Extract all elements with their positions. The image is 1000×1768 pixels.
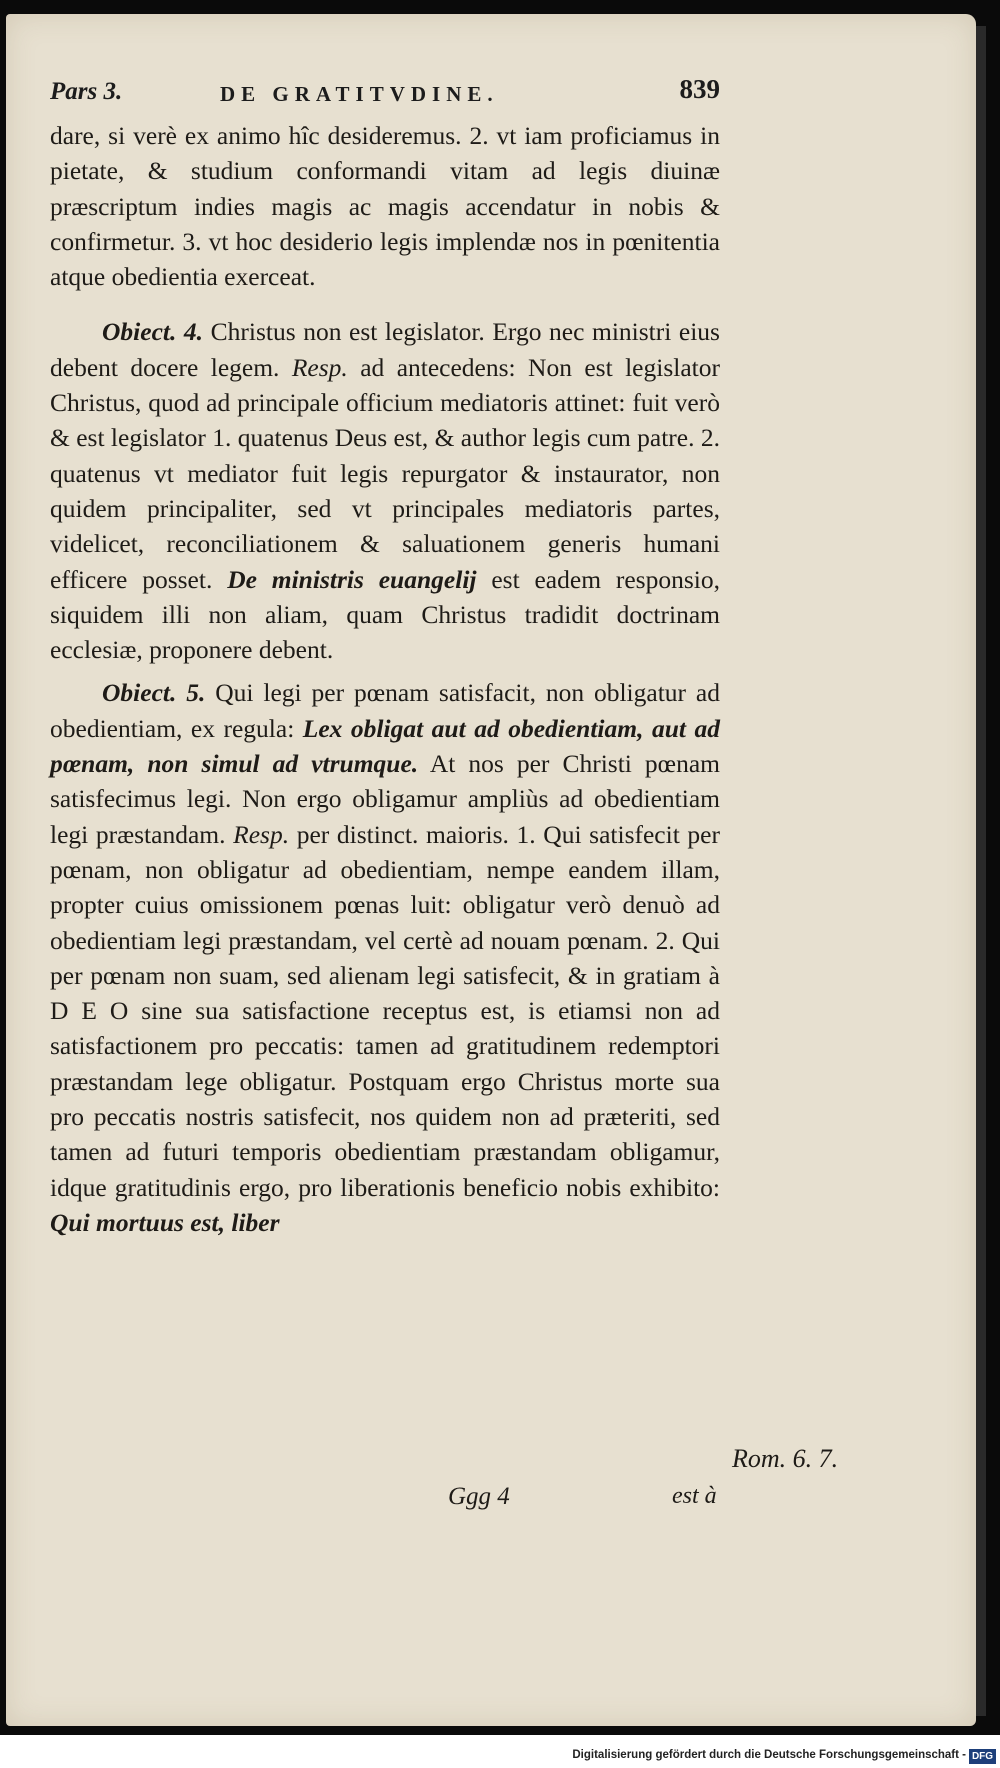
objection-4-text-3: est eadem responsio, siquidem illi non aliam, quam Christus tradidit doctrinam ecclesiæ, proponere debent. [50,564,720,665]
signature-mark: Ggg 4 [448,1483,510,1510]
catchword: est à [672,1483,717,1509]
paragraph-1 [50,118,720,294]
dfg-logo-icon: DFG [969,1749,996,1764]
objection-4-label: Obiect. 4. [102,317,204,347]
objection-5-italic: Qui mortuus est, liber [50,1207,280,1237]
paragraph-1-text: dare, si verè ex animo hîc desideremus. 2. vt iam proficiamus in pietate, & studium conformandi vitam ad legis diuinæ præscriptum indies magis ac magis accendatur in nobis & confirmetur. 3. vt hoc desiderio legis implendæ nos in pœnitentia atque obedientia exerceat. [50,121,720,292]
paragraph-objection-5 [50,675,720,1240]
paragraph-objection-4 [50,314,720,667]
objection-4-text-1: Christus non est legislator. Ergo nec ministri eius debent docere legem. [50,317,720,382]
body-text [50,118,720,1240]
objection-4-text-2: ad antecedens: Non est legislator Christus, quod ad principale officium mediatoris attinet: fuit verò & est legislator 1. quatenus Deus est, & author legis cum patre. 2. quatenus vt mediator fuit legis repurgator & instaurator, non quidem principaliter, sed vt principales mediatoris partes, videlicet, reconciliationem & saluationem generis humani efficere posset. [50,352,720,594]
margin-note: Rom. 6. 7. [732,1444,839,1473]
objection-4-italic: De ministris euangelij [227,564,477,594]
objection-5-rule: Lex obligat aut ad obedientiam, aut ad pœnam, non simul ad vtrumque. [50,713,720,779]
objection-5-text-2: At nos per Christi pœnam satisfecimus legi. Non ergo obligamur ampliùs ad obedientiam legi præstandam. [50,749,720,849]
objection-5-label: Obiect. 5. [102,678,206,708]
objection-5-text-1: Qui legi per pœnam satisfacit, non obligatur ad obedientiam, ex regula: [50,678,720,743]
running-head-title: DE GRATITVDINE. [220,82,499,106]
running-head [50,74,720,112]
footer-text: Digitalisierung gefördert durch die Deutsche Forschungsgemeinschaft - [572,1749,966,1761]
running-head-part: Pars 3. [50,78,123,105]
objection-5-resp-label: Resp. [233,819,290,849]
objection-4-resp-label: Resp. [291,352,348,382]
page-number: 839 [679,74,720,104]
objection-5-text-3: per distinct. maioris. 1. Qui satisfecit per pœnam, non obligatur ad obedientiam, nempe eandem illam, propter cuius omissionem pœnas luit: obligatur verò denuò ad obedientiam legi præstandam, vel certè ad nouam pœnam. 2. Qui per pœnam non suam, sed alienam legi satisfecit, & in gratiam à D E O sine sua satisfactione receptus est, is etiamsi non ad satisfactionem pro peccatis: tamen ad gratitudinem redemptori præstandam lege obligatur. Postquam ergo Christus morte sua pro peccatis nostris satisfecit, nos quidem non ad præteriti, sed tamen ad futuri temporis obedientiam præstandam obligamur, idque gratitudinis ergo, pro liberationis beneficio nobis exhibito: [50,819,720,1202]
